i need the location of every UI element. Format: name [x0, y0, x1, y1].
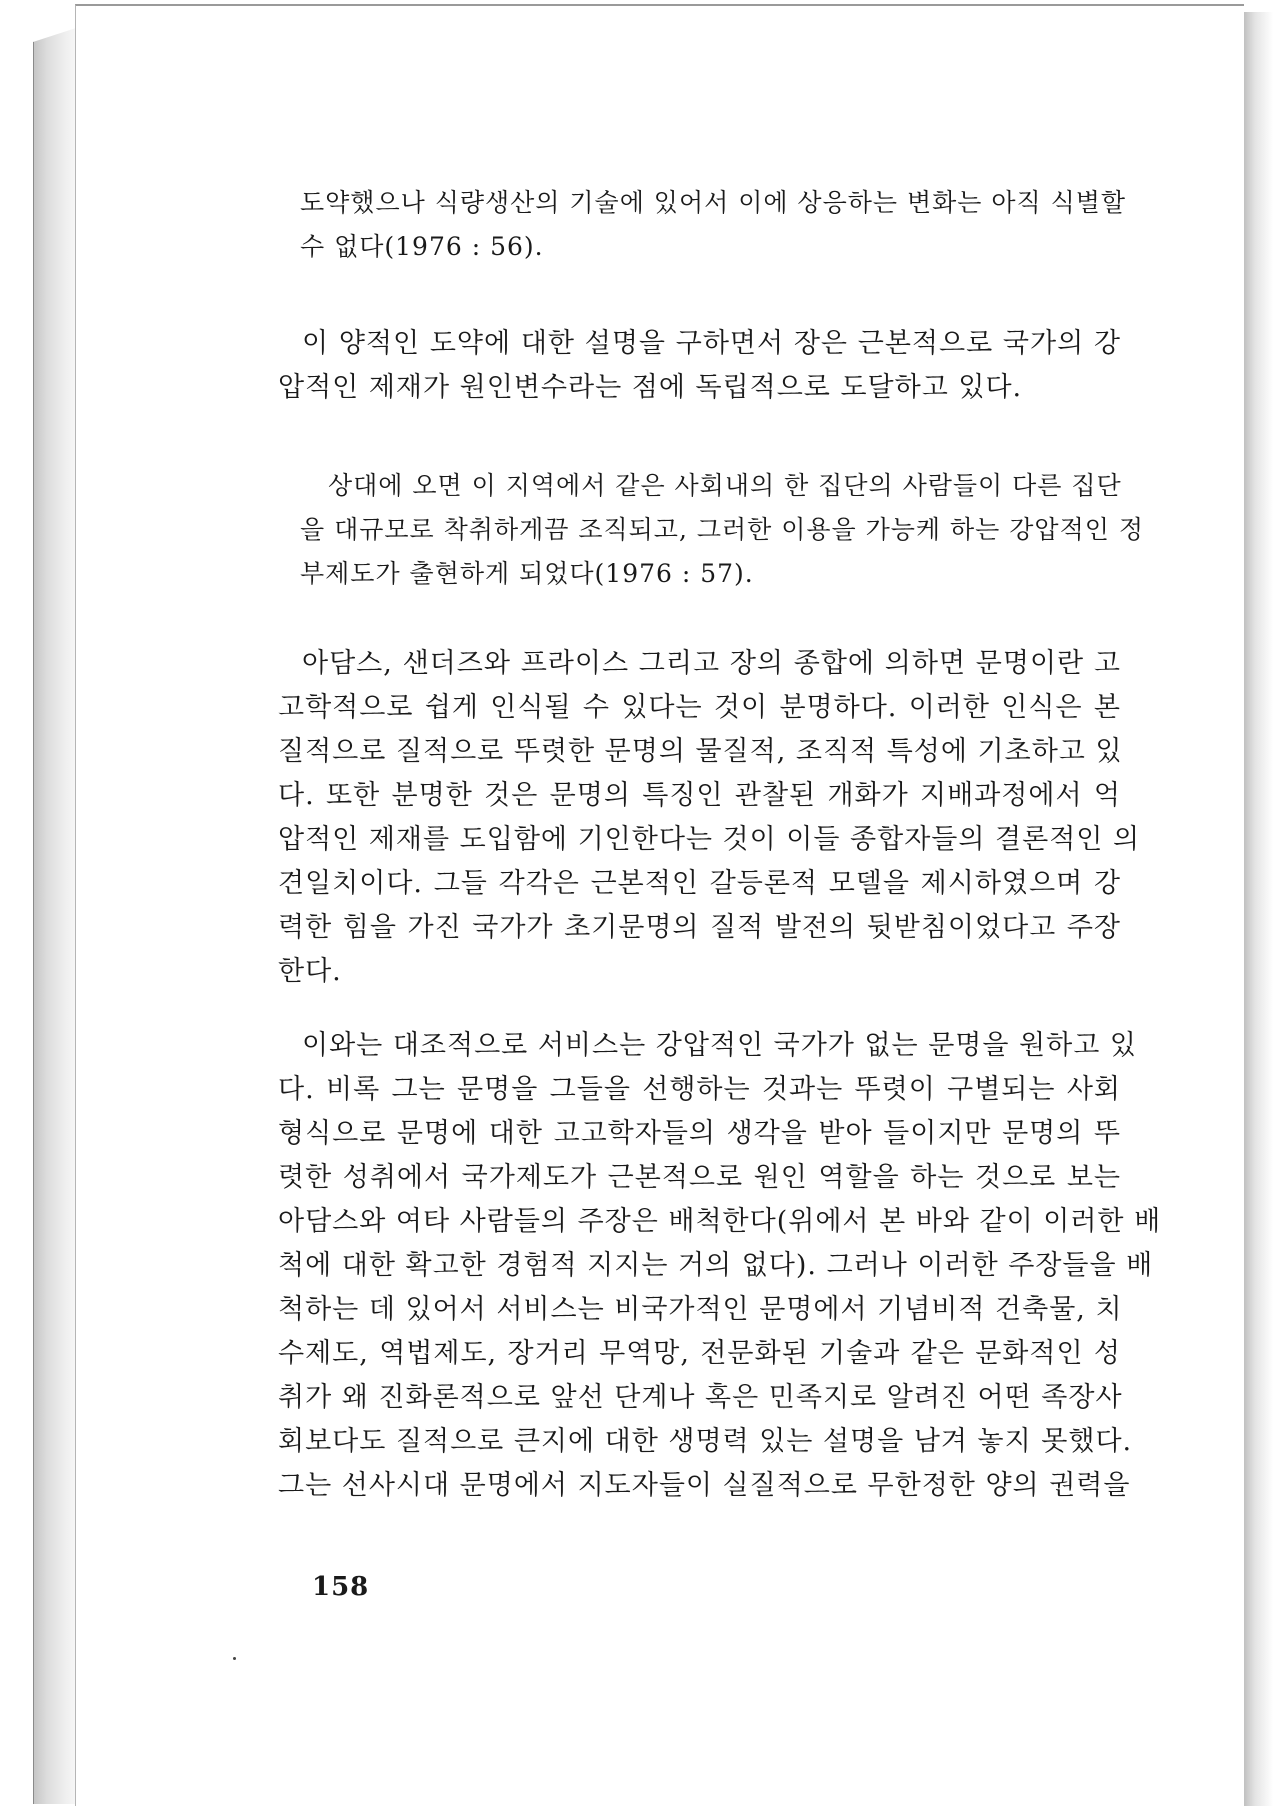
scan-speck	[233, 1657, 236, 1660]
text-line: 압적인 제재를 도입함에 기인한다는 것이 이들 종합자들의 결론적인 의	[278, 824, 1141, 855]
text-line: 그는 선사시대 문명에서 지도자들이 실질적으로 무한정한 양의 권력을	[278, 1470, 1131, 1501]
page-number: 158	[312, 1572, 370, 1602]
text-line: 수제도, 역법제도, 장거리 무역망, 전문화된 기술과 같은 문화적인 성	[278, 1338, 1121, 1369]
block-quote	[300, 464, 1144, 596]
text-line: 부제도가 출현하게 되었다(1976 : 57).	[300, 559, 754, 588]
text-line: 렷한 성취에서 국가제도가 근본적으로 원인 역할을 하는 것으로 보는	[278, 1162, 1121, 1193]
page-stack-shadow	[1243, 12, 1273, 1806]
block-quote-continued	[300, 181, 1127, 269]
text-line: 척하는 데 있어서 서비스는 비국가적인 문명에서 기념비적 건축물, 치	[278, 1294, 1123, 1325]
text-line: 아담스, 샌더즈와 프라이스 그리고 장의 종합에 의하면 문명이란 고	[302, 648, 1121, 679]
text-line: 도약했으나 식량생산의 기술에 있어서 이에 상응하는 변화는 아직 식별할	[300, 188, 1127, 217]
text-line: 고학적으로 쉽게 인식될 수 있다는 것이 분명하다. 이러한 인식은 본	[278, 692, 1121, 723]
paragraph	[278, 322, 1121, 410]
text-line: 이 양적인 도약에 대한 설명을 구하면서 장은 근본적으로 국가의 강	[302, 328, 1121, 359]
text-line: 수 없다(1976 : 56).	[300, 232, 544, 261]
text-line: 척에 대한 확고한 경험적 지지는 거의 없다). 그러나 이러한 주장들을 배	[278, 1250, 1154, 1281]
text-line: 한다.	[278, 956, 342, 987]
text-line: 아담스와 여타 사람들의 주장은 배척한다(위에서 본 바와 같이 이러한 배	[278, 1206, 1162, 1237]
text-line: 회보다도 질적으로 큰지에 대한 생명력 있는 설명을 남겨 놓지 못했다.	[278, 1426, 1133, 1457]
text-line: 취가 왜 진화론적으로 앞선 단계나 혹은 민족지로 알려진 어떤 족장사	[278, 1382, 1123, 1413]
paragraph	[278, 642, 1141, 994]
text-line: 이와는 대조적으로 서비스는 강압적인 국가가 없는 문명을 원하고 있	[302, 1030, 1137, 1061]
book-spine-edge	[33, 28, 76, 1804]
paragraph	[278, 1024, 1162, 1508]
text-line: 형식으로 문명에 대한 고고학자들의 생각을 받아 들이지만 문명의 뚜	[278, 1118, 1121, 1149]
text-line: 압적인 제재가 원인변수라는 점에 독립적으로 도달하고 있다.	[278, 372, 1023, 403]
text-line: 을 대규모로 착취하게끔 조직되고, 그러한 이용을 가능케 하는 강압적인 정	[300, 515, 1144, 544]
text-line: 다. 비록 그는 문명을 그들을 선행하는 것과는 뚜렷이 구별되는 사회	[278, 1074, 1121, 1105]
text-line: 상대에 오면 이 지역에서 같은 사회내의 한 집단의 사람들이 다른 집단	[328, 471, 1122, 500]
text-line: 다. 또한 분명한 것은 문명의 특징인 관찰된 개화가 지배과정에서 억	[278, 780, 1121, 811]
text-line: 력한 힘을 가진 국가가 초기문명의 질적 발전의 뒷받침이었다고 주장	[278, 912, 1121, 943]
text-line: 질적으로 질적으로 뚜렷한 문명의 물질적, 조직적 특성에 기초하고 있	[278, 736, 1123, 767]
text-line: 견일치이다. 그들 각각은 근본적인 갈등론적 모델을 제시하였으며 강	[278, 868, 1121, 899]
